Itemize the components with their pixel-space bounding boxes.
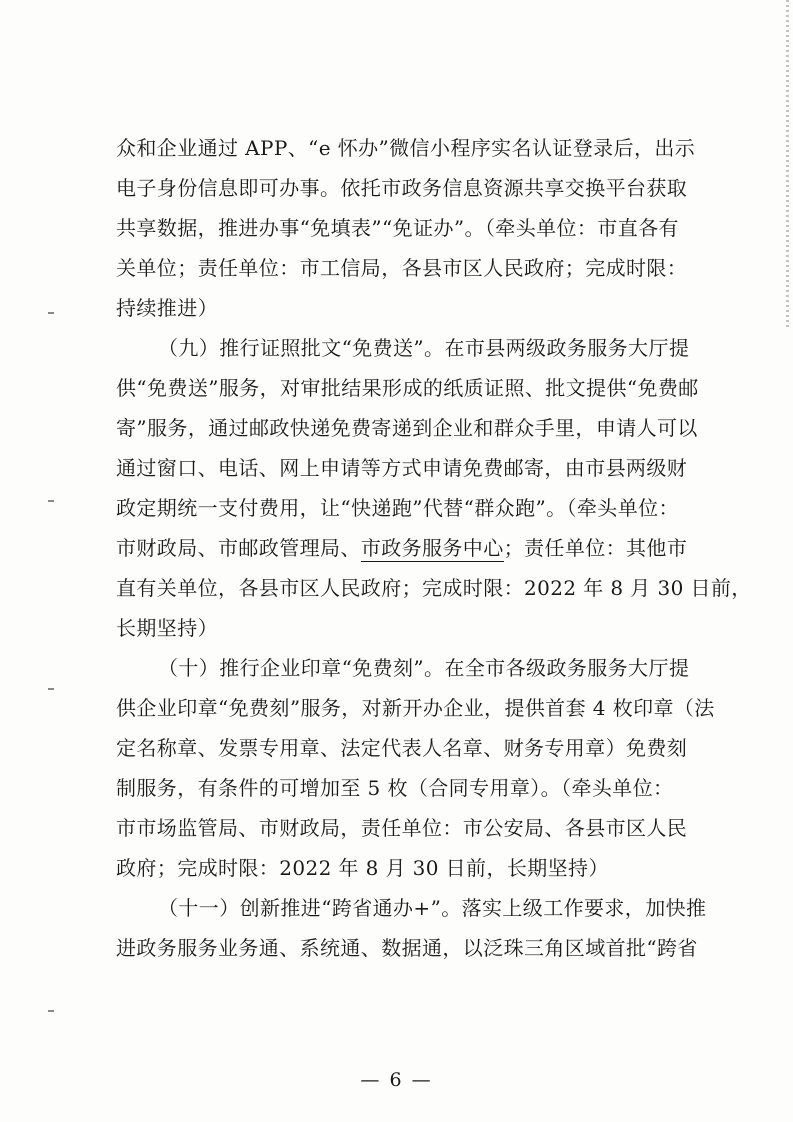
paragraph-11-heading-line: （十一）创新推进“跨省通办+”。落实上级工作要求，加快推 — [158, 896, 707, 920]
underlined-text: 市政务服务中心 — [360, 536, 504, 560]
scan-speck — [48, 312, 54, 314]
scan-speck — [48, 500, 54, 502]
text-line: 众和企业通过 APP、“e 怀办”微信小程序实名认证登录后，出示 — [116, 136, 696, 160]
text-line: 通过窗口、电话、网上申请等方式申请免费邮寄，由市县两级财 — [116, 456, 688, 480]
text-line: 供“免费送”服务，对审批结果形成的纸质证照、批文提供“免费邮 — [116, 376, 699, 400]
text-line: 长期坚持） — [116, 616, 218, 640]
page-number: — 6 — — [360, 1069, 433, 1091]
text-line: 供企业印章“免费刻”服务，对新开办企业，提供首套 4 枚印章（法 — [116, 696, 715, 720]
scan-speck — [48, 1010, 54, 1012]
text-line: 市市场监管局、市财政局，责任单位：市公安局、各县市区人民 — [116, 816, 688, 840]
paragraph-9-heading-line: （九）推行证照批文“免费送”。在市县两级政务服务大厅提 — [158, 336, 690, 360]
text-line: 共享数据，推进办事“免填表”“免证办”。（牵头单位：市直各有 — [116, 216, 679, 240]
scan-speck — [48, 688, 54, 690]
text-line: 直有关单位，各县市区人民政府；完成时限：2022 年 8 月 30 日前， — [116, 576, 752, 600]
text-line: 电子身份信息即可办事。依托市政务信息资源共享交换平台获取 — [116, 176, 688, 200]
body-text — [116, 128, 752, 968]
text-segment: 市财政局、市邮政管理局、 — [116, 536, 361, 560]
scan-edge-artifact — [786, 0, 789, 330]
text-line: 寄”服务，通过邮政快递免费寄递到企业和群众手里，申请人可以 — [116, 416, 698, 440]
text-line: 定名称章、发票专用章、法定代表人名章、财务专用章）免费刻 — [116, 736, 688, 760]
text-line: 制服务，有条件的可增加至 5 枚（合同专用章）。（牵头单位： — [116, 776, 674, 800]
text-line: 关单位；责任单位：市工信局，各县市区人民政府；完成时限： — [116, 256, 688, 280]
text-line: 政定期统一支付费用，让“快递跑”代替“群众跑”。（牵头单位： — [116, 496, 679, 520]
text-segment: ；责任单位：其他市 — [503, 536, 688, 560]
paragraph-10-heading-line: （十）推行企业印章“免费刻”。在全市各级政务服务大厅提 — [158, 656, 690, 680]
text-line: 持续推进） — [116, 296, 218, 320]
text-line-with-underline — [116, 528, 716, 568]
text-line: 进政务服务业务通、系统通、数据通，以泛珠三角区域首批“跨省 — [116, 936, 698, 960]
text-line: 政府；完成时限：2022 年 8 月 30 日前，长期坚持） — [116, 856, 609, 880]
